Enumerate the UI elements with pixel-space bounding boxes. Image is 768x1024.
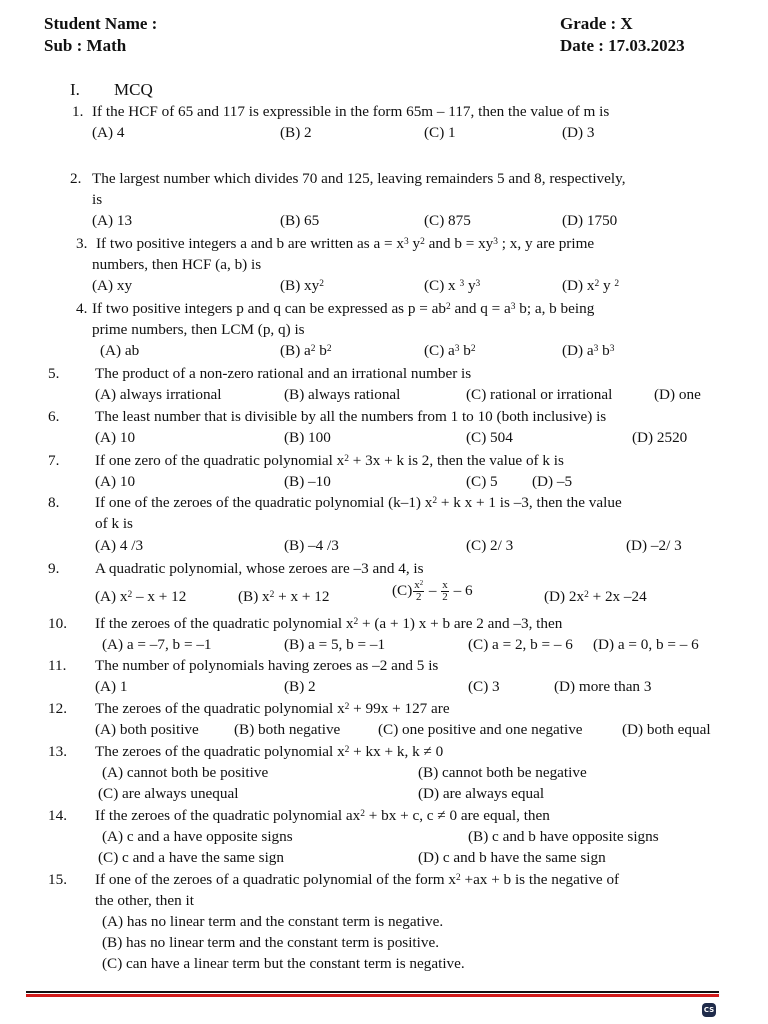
option-c: (C) rational or irrational xyxy=(466,386,613,403)
question-number: 9. xyxy=(48,560,60,577)
question-number: 11. xyxy=(48,657,67,674)
option-b: (B) $x^2 + x + 12$ xyxy=(238,588,330,605)
option-c: (C) 875 xyxy=(424,212,471,229)
option-b: (B) both negative xyxy=(234,721,341,738)
option-c: (C) can have a linear term but the constant term is negative. xyxy=(102,955,465,972)
option-b: (B) $xy^2$ xyxy=(280,277,324,294)
question-text: If two positive integers a and b are written as $a = x^3$ $y^2$ and $b = xy^3$ ; x, y are prime xyxy=(96,235,595,252)
option-b: (B) 65 xyxy=(280,212,320,229)
subject-label: Sub : Math xyxy=(44,36,127,55)
question-text: The least number that is divisible by all the numbers from 1 to 10 (both inclusive) is xyxy=(95,408,607,425)
option-d: (D) both equal xyxy=(622,721,711,738)
option-b: (B) 2 xyxy=(280,124,312,141)
question-text: If one of the zeroes of a quadratic polynomial of the form $x^2 +ax + b$ is the negative of xyxy=(95,871,620,888)
option-d: (D) $x^2$ y $^2$ xyxy=(562,277,620,294)
option-b: (B) 100 xyxy=(284,429,331,446)
option-c: (C) 3 xyxy=(468,678,500,695)
question-number: 5. xyxy=(48,365,60,382)
option-b: (B) a = 5, b = –1 xyxy=(284,636,386,653)
question-number: 10. xyxy=(48,615,67,632)
question-text: The number of polynomials having zeroes as –2 and 5 is xyxy=(95,657,439,674)
option-a: (A) c and a have opposite signs xyxy=(102,828,293,845)
option-a: (A) 10 xyxy=(95,429,136,446)
option-a: (A) 10 xyxy=(95,473,136,490)
student-name-label: Student Name : xyxy=(44,14,158,33)
question-text-continued: prime numbers, then LCM (p, q) is xyxy=(92,321,305,338)
option-c: (C) 504 xyxy=(466,429,513,446)
option-d: (D) 3 xyxy=(562,124,595,141)
option-b: (B) $a^2$ $b^2$ xyxy=(280,342,332,359)
option-d: (D) $a^3$ $b^3$ xyxy=(562,342,615,359)
question-number: 6. xyxy=(48,408,60,425)
question-text: The product of a non-zero rational and an irrational number is xyxy=(95,365,472,382)
question-number: 4. xyxy=(76,300,88,317)
grade-label: Grade : X xyxy=(560,14,633,33)
option-b: (B) 2 xyxy=(284,678,316,695)
question-number: 1. xyxy=(72,103,84,120)
question-number: 7. xyxy=(48,452,60,469)
option-a: (A) always irrational xyxy=(95,386,222,403)
question-number: 2. xyxy=(70,170,82,187)
option-d: (D) 1750 xyxy=(562,212,618,229)
option-c: (C) x $^3$ $y^3$ xyxy=(424,277,481,294)
question-number: 13. xyxy=(48,743,67,760)
question-text: If one zero of the quadratic polynomial $x^2 + 3x + k$ is 2, then the value of k is xyxy=(95,452,564,469)
section-numeral: I. xyxy=(70,80,80,99)
option-d: (D) 2520 xyxy=(632,429,688,446)
footer-rule-dark xyxy=(26,991,719,993)
question-number: 14. xyxy=(48,807,67,824)
option-a: (A) xy xyxy=(92,277,133,294)
question-text: The largest number which divides 70 and 125, leaving remainders 5 and 8, respectively, xyxy=(92,170,626,187)
option-a: (A) 13 xyxy=(92,212,133,229)
question-number: 15. xyxy=(48,871,67,888)
date-label: Date : 17.03.2023 xyxy=(560,36,685,55)
option-b: (B) –4 /3 xyxy=(284,537,339,554)
question-number: 8. xyxy=(48,494,60,511)
option-d: (D) a = 0, b = – 6 xyxy=(593,636,699,653)
question-text-continued: the other, then it xyxy=(95,892,194,909)
option-d: (D) c and b have the same sign xyxy=(418,849,606,866)
question-number: 3. xyxy=(76,235,88,252)
option-a: (A) 4 xyxy=(92,124,125,141)
question-text: If the zeroes of the quadratic polynomial $x^2 + (a + 1) x + b$ are 2 and –3, then xyxy=(95,615,563,632)
question-text-continued: is xyxy=(92,191,103,208)
option-d: (D) more than 3 xyxy=(554,678,652,695)
option-a: (A) ab xyxy=(100,342,140,359)
option-c: (C) are always unequal xyxy=(98,785,239,802)
option-d: (D) are always equal xyxy=(418,785,545,802)
option-b: (B) cannot both be negative xyxy=(418,764,587,781)
footer-rule-red xyxy=(26,994,719,997)
option-c: (C) 5 xyxy=(466,473,498,490)
question-text-continued: numbers, then HCF (a, b) is xyxy=(92,256,262,273)
section-title: MCQ xyxy=(114,80,153,99)
option-d: (D) $2x^2 + 2x$ –24 xyxy=(544,588,647,605)
option-c: (C) one positive and one negative xyxy=(378,721,583,738)
option-c: (C) a = 2, b = – 6 xyxy=(468,636,573,653)
option-b: (B) has no linear term and the constant term is positive. xyxy=(102,934,439,951)
question-number: 12. xyxy=(48,700,67,717)
camscanner-logo: CS xyxy=(702,1003,716,1017)
option-d: (D) –5 xyxy=(532,473,573,490)
option-a: (A) a = –7, b = –1 xyxy=(102,636,212,653)
option-a: (A) 1 xyxy=(95,678,128,695)
question-text-continued: of k is xyxy=(95,515,133,532)
option-a: (A) has no linear term and the constant term is negative. xyxy=(102,913,444,930)
question-text: The zeroes of the quadratic polynomial $x^2$ + kx + k, k ≠ 0 xyxy=(95,743,444,760)
option-a: (A) $x^2 - x + 12$ xyxy=(95,588,187,605)
option-c: (C) $\frac{x^2}{2}$ – $\frac{x}{2}$ – 6 xyxy=(392,579,473,604)
option-d: (D) –2/ 3 xyxy=(626,537,682,554)
question-text: A quadratic polynomial, whose zeroes are –3 and 4, is xyxy=(95,560,424,577)
option-a: (A) 4 /3 xyxy=(95,537,144,554)
option-d: (D) one xyxy=(654,386,701,403)
option-c: (C) $a^3$ $b^2$ xyxy=(424,342,476,359)
option-c: (C) 1 xyxy=(424,124,456,141)
option-b: (B) –10 xyxy=(284,473,331,490)
question-text: If two positive integers p and q can be expressed as $p = ab^2$ and $q = a^3$ b; a, b being xyxy=(92,300,595,317)
question-text: If one of the zeroes of the quadratic polynomial (k–1) $x^2 + k$ x + 1 is –3, then the value xyxy=(95,494,622,511)
option-a: (A) both positive xyxy=(95,721,199,738)
option-a: (A) cannot both be positive xyxy=(102,764,269,781)
option-c: (C) c and a have the same sign xyxy=(98,849,284,866)
option-b: (B) always rational xyxy=(284,386,401,403)
option-c: (C) 2/ 3 xyxy=(466,537,514,554)
question-text: The zeroes of the quadratic polynomial $x^2 + 99x + 127$ are xyxy=(95,700,450,717)
option-b: (B) c and b have opposite signs xyxy=(468,828,659,845)
question-text: If the zeroes of the quadratic polynomial $ax^2$ + bx + c, c ≠ 0 are equal, then xyxy=(95,807,550,824)
question-text: If the HCF of 65 and 117 is expressible in the form 65m – 117, then the value of m is xyxy=(92,103,610,120)
